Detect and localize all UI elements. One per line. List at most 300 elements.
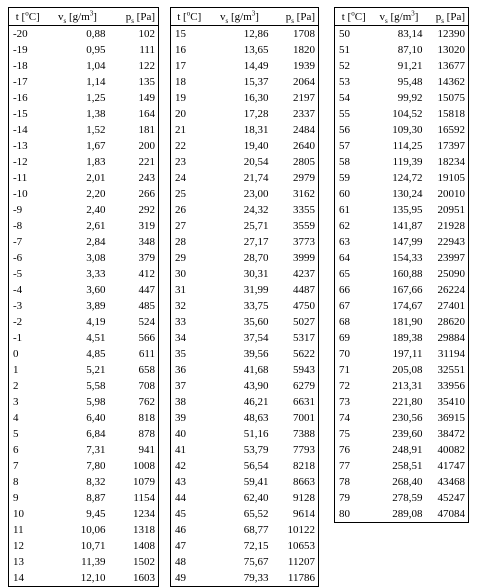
vapor-density-cell: 167,66	[392, 284, 423, 296]
temperature-cell: 62	[339, 220, 350, 232]
table-row	[9, 266, 159, 282]
vapor-density-cell: 3,60	[86, 284, 106, 296]
table-row	[9, 26, 159, 43]
table-row	[171, 346, 319, 362]
temperature-cell: 19	[175, 92, 186, 104]
temperature-cell: 21	[175, 124, 186, 136]
temperature-cell: 11	[13, 524, 24, 536]
pressure-cell: 319	[109, 218, 159, 234]
pressure-cell: 266	[109, 186, 159, 202]
temperature-cell: 49	[175, 572, 186, 584]
vapor-density-cell: 18,31	[243, 124, 269, 136]
temperature-cell: 51	[339, 44, 350, 56]
pressure-cell: 15818	[426, 106, 469, 122]
table-row	[171, 122, 319, 138]
vapor-density-cell: 289,08	[392, 508, 423, 520]
pressure-cell: 243	[109, 170, 159, 186]
temperature-cell: 12	[13, 540, 24, 552]
temperature-cell: 6	[13, 444, 19, 456]
table-row	[171, 186, 319, 202]
table-row	[335, 74, 469, 90]
pressure-cell: 447	[109, 282, 159, 298]
table-row	[9, 442, 159, 458]
pressure-cell: 32551	[426, 362, 469, 378]
table-row	[9, 282, 159, 298]
table-row	[335, 122, 469, 138]
pressure-cell: 1939	[272, 58, 319, 74]
vapor-density-cell: 221,80	[392, 396, 423, 408]
vapor-density-cell: 109,30	[392, 124, 423, 136]
table-row	[335, 170, 469, 186]
table-row	[335, 330, 469, 346]
pressure-cell: 28620	[426, 314, 469, 330]
vapor-density-cell: 189,38	[392, 332, 423, 344]
vapor-density-cell: 20,54	[243, 156, 269, 168]
temperature-cell: 47	[175, 540, 186, 552]
header-row	[9, 8, 159, 26]
table-row	[9, 394, 159, 410]
table-row	[9, 122, 159, 138]
temperature-cell: 24	[175, 172, 186, 184]
temperature-cell: 33	[175, 316, 186, 328]
pressure-cell: 6279	[272, 378, 319, 394]
pressure-cell: 200	[109, 138, 159, 154]
pressure-cell: 149	[109, 90, 159, 106]
pressure-cell: 21928	[426, 218, 469, 234]
table-row	[335, 282, 469, 298]
vapor-density-cell: 10,71	[80, 540, 106, 552]
table-row	[335, 442, 469, 458]
temperature-cell: 5	[13, 428, 19, 440]
table-row	[335, 138, 469, 154]
pressure-cell: 45247	[426, 490, 469, 506]
vapor-density-cell: 5,21	[86, 364, 106, 376]
header-vapor-density: $v_s$ $[g/m^3]$	[47, 8, 109, 26]
table-row	[171, 490, 319, 506]
table-row	[9, 170, 159, 186]
pressure-cell: 1234	[109, 506, 159, 522]
vapor-density-cell: 1,67	[86, 140, 106, 152]
vapor-density-cell: 21,74	[243, 172, 269, 184]
temperature-cell: 79	[339, 492, 350, 504]
pressure-cell: 31194	[426, 346, 469, 362]
table-row	[335, 234, 469, 250]
pressure-cell: 122	[109, 58, 159, 74]
temperature-cell: -14	[13, 124, 28, 136]
vapor-density-cell: 8,32	[86, 476, 106, 488]
temperature-cell: -1	[13, 332, 23, 344]
table-row	[171, 106, 319, 122]
table-row	[171, 234, 319, 250]
pressure-cell: 3559	[272, 218, 319, 234]
vapor-density-cell: 0,95	[86, 44, 106, 56]
pressure-cell: 47084	[426, 506, 469, 523]
temperature-cell: 71	[339, 364, 350, 376]
table-row	[171, 298, 319, 314]
vapor-density-cell: 154,33	[392, 252, 423, 264]
table-row	[335, 410, 469, 426]
pressure-cell: 3773	[272, 234, 319, 250]
temperature-cell: 1	[13, 364, 19, 376]
vapor-density-cell: 13,65	[243, 44, 269, 56]
pressure-cell: 11207	[272, 554, 319, 570]
temperature-cell: -8	[13, 220, 23, 232]
table-row	[9, 506, 159, 522]
header-saturation-pressure: $p_s$ [Pa]	[272, 8, 319, 26]
vapor-density-cell: 197,11	[392, 348, 423, 360]
vapor-density-cell: 14,49	[243, 60, 269, 72]
vapor-density-cell: 1,38	[86, 108, 106, 120]
temperature-cell: -18	[13, 60, 28, 72]
vapor-density-cell: 2,84	[86, 236, 106, 248]
pressure-cell: 40082	[426, 442, 469, 458]
temperature-cell: 65	[339, 268, 350, 280]
vapor-density-cell: 72,15	[243, 540, 269, 552]
table-row	[335, 58, 469, 74]
temperature-cell: 29	[175, 252, 186, 264]
table-row	[335, 298, 469, 314]
temperature-cell: 23	[175, 156, 186, 168]
temperature-cell: -2	[13, 316, 23, 328]
pressure-cell: 611	[109, 346, 159, 362]
table-row	[335, 26, 469, 43]
temperature-cell: -6	[13, 252, 23, 264]
table-row	[171, 506, 319, 522]
temperature-cell: 15	[175, 28, 186, 40]
vapor-density-cell: 48,63	[243, 412, 269, 424]
table-row	[171, 394, 319, 410]
temperature-cell: -12	[13, 156, 28, 168]
pressure-cell: 379	[109, 250, 159, 266]
table-block-2	[170, 7, 319, 587]
table-row	[335, 506, 469, 523]
table-row	[171, 410, 319, 426]
temperature-cell: -4	[13, 284, 23, 296]
temperature-cell: -9	[13, 204, 23, 216]
vapor-density-cell: 37,54	[243, 332, 269, 344]
vapor-density-cell: 46,21	[243, 396, 269, 408]
pressure-cell: 708	[109, 378, 159, 394]
table-block-3	[334, 7, 469, 523]
table-row	[171, 170, 319, 186]
temperature-cell: 42	[175, 460, 186, 472]
pressure-cell: 102	[109, 26, 159, 43]
vapor-density-cell: 4,85	[86, 348, 106, 360]
vapor-density-cell: 30,31	[243, 268, 269, 280]
table-body-2	[171, 26, 319, 587]
vapor-density-cell: 28,70	[243, 252, 269, 264]
vapor-density-cell: 41,68	[243, 364, 269, 376]
temperature-cell: 34	[175, 332, 186, 344]
table-row	[335, 154, 469, 170]
table-row	[9, 554, 159, 570]
pressure-cell: 2337	[272, 106, 319, 122]
vapor-density-cell: 8,87	[86, 492, 106, 504]
table-row	[171, 266, 319, 282]
temperature-cell: -5	[13, 268, 23, 280]
vapor-density-cell: 15,37	[243, 76, 269, 88]
temperature-cell: 50	[339, 28, 350, 40]
temperature-cell: 44	[175, 492, 186, 504]
pressure-cell: 818	[109, 410, 159, 426]
vapor-density-cell: 24,32	[243, 204, 269, 216]
pressure-cell: 19105	[426, 170, 469, 186]
table-row	[335, 458, 469, 474]
temperature-cell: 32	[175, 300, 186, 312]
vapor-density-cell: 4,51	[86, 332, 106, 344]
temperature-cell: 74	[339, 412, 350, 424]
pressure-cell: 762	[109, 394, 159, 410]
pressure-cell: 135	[109, 74, 159, 90]
table-row	[9, 458, 159, 474]
vapor-density-cell: 160,88	[392, 268, 423, 280]
vapor-density-cell: 43,90	[243, 380, 269, 392]
table-row	[171, 314, 319, 330]
table-row	[9, 58, 159, 74]
vapor-density-cell: 248,91	[392, 444, 423, 456]
temperature-cell: 13	[13, 556, 24, 568]
table-row	[335, 250, 469, 266]
temperature-cell: 55	[339, 108, 350, 120]
table-row	[9, 522, 159, 538]
table-row	[9, 474, 159, 490]
temperature-cell: 68	[339, 316, 350, 328]
temperature-cell: 40	[175, 428, 186, 440]
temperature-cell: 4	[13, 412, 19, 424]
table-row	[171, 538, 319, 554]
vapor-density-cell: 1,25	[86, 92, 106, 104]
vapor-density-cell: 2,40	[86, 204, 106, 216]
table-row	[335, 346, 469, 362]
table-row	[171, 42, 319, 58]
vapor-density-cell: 230,56	[392, 412, 423, 424]
temperature-cell: 10	[13, 508, 24, 520]
vapor-density-cell: 75,67	[243, 556, 269, 568]
table-row	[9, 570, 159, 587]
pressure-cell: 4487	[272, 282, 319, 298]
vapor-density-cell: 9,45	[86, 508, 106, 520]
table-row	[171, 250, 319, 266]
table-row	[171, 362, 319, 378]
pressure-cell: 9128	[272, 490, 319, 506]
temperature-cell: 22	[175, 140, 186, 152]
table-row	[171, 74, 319, 90]
temperature-cell: 0	[13, 348, 19, 360]
vapor-density-cell: 278,59	[392, 492, 423, 504]
table-row	[335, 426, 469, 442]
header-temperature: t [$^o$C]	[335, 8, 373, 26]
temperature-cell: 70	[339, 348, 350, 360]
data-table-2	[170, 7, 319, 587]
table-row	[171, 90, 319, 106]
pressure-cell: 7388	[272, 426, 319, 442]
pressure-cell: 8218	[272, 458, 319, 474]
header-temperature: t [$^o$C]	[171, 8, 208, 26]
table-row	[9, 186, 159, 202]
table-row	[9, 74, 159, 90]
table-row	[171, 154, 319, 170]
pressure-cell: 38472	[426, 426, 469, 442]
temperature-cell: 38	[175, 396, 186, 408]
header-saturation-pressure: $p_s$ [Pa]	[109, 8, 159, 26]
vapor-density-cell: 7,80	[86, 460, 106, 472]
temperature-cell: 26	[175, 204, 186, 216]
temperature-cell: 14	[13, 572, 24, 584]
temperature-cell: -17	[13, 76, 28, 88]
table-row	[9, 538, 159, 554]
pressure-cell: 6631	[272, 394, 319, 410]
header-saturation-pressure: $p_s$ [Pa]	[426, 8, 469, 26]
temperature-cell: 45	[175, 508, 186, 520]
pressure-cell: 36915	[426, 410, 469, 426]
temperature-cell: 39	[175, 412, 186, 424]
pressure-cell: 1603	[109, 570, 159, 587]
vapor-density-cell: 258,51	[392, 460, 423, 472]
vapor-density-cell: 4,19	[86, 316, 106, 328]
vapor-density-cell: 25,71	[243, 220, 269, 232]
pressure-cell: 292	[109, 202, 159, 218]
data-table-3	[334, 7, 469, 523]
temperature-cell: 27	[175, 220, 186, 232]
vapor-density-cell: 56,54	[243, 460, 269, 472]
table-row	[171, 522, 319, 538]
temperature-cell: 56	[339, 124, 350, 136]
vapor-density-cell: 83,14	[397, 28, 423, 40]
temperature-cell: -20	[13, 28, 28, 40]
pressure-cell: 27401	[426, 298, 469, 314]
header-vapor-density: $v_s$ $[g/m^3]$	[208, 8, 272, 26]
pressure-cell: 16592	[426, 122, 469, 138]
table-row	[9, 218, 159, 234]
pressure-cell: 35410	[426, 394, 469, 410]
pressure-cell: 1708	[272, 26, 319, 43]
vapor-density-cell: 12,86	[243, 28, 269, 40]
temperature-cell: 61	[339, 204, 350, 216]
table-row	[335, 218, 469, 234]
table-row	[171, 570, 319, 587]
temperature-cell: 80	[339, 508, 350, 520]
pressure-cell: 13677	[426, 58, 469, 74]
vapor-density-cell: 205,08	[392, 364, 423, 376]
pressure-cell: 10653	[272, 538, 319, 554]
vapor-density-cell: 239,60	[392, 428, 423, 440]
pressure-cell: 658	[109, 362, 159, 378]
table-row	[335, 266, 469, 282]
table-row	[9, 410, 159, 426]
vapor-density-cell: 1,14	[86, 76, 106, 88]
vapor-density-cell: 19,40	[243, 140, 269, 152]
pressure-cell: 524	[109, 314, 159, 330]
vapor-density-cell: 17,28	[243, 108, 269, 120]
pressure-cell: 2640	[272, 138, 319, 154]
table-row	[9, 106, 159, 122]
pressure-cell: 5943	[272, 362, 319, 378]
table-row	[335, 394, 469, 410]
temperature-cell: 28	[175, 236, 186, 248]
header-row	[171, 8, 319, 26]
vapor-density-cell: 79,33	[243, 572, 269, 584]
vapor-density-cell: 2,61	[86, 220, 106, 232]
vapor-density-cell: 23,00	[243, 188, 269, 200]
table-row	[171, 330, 319, 346]
vapor-density-cell: 35,60	[243, 316, 269, 328]
vapor-density-cell: 181,90	[392, 316, 423, 328]
pressure-cell: 2197	[272, 90, 319, 106]
pressure-cell: 15075	[426, 90, 469, 106]
temperature-cell: 66	[339, 284, 350, 296]
pressure-cell: 5622	[272, 346, 319, 362]
vapor-density-cell: 3,33	[86, 268, 106, 280]
pressure-cell: 1318	[109, 522, 159, 538]
table-row	[9, 138, 159, 154]
pressure-cell: 878	[109, 426, 159, 442]
table-row	[335, 106, 469, 122]
header-temperature: t [$^o$C]	[9, 8, 47, 26]
pressure-cell: 1008	[109, 458, 159, 474]
table-row	[171, 458, 319, 474]
table-body-3	[335, 26, 469, 523]
table-row	[335, 42, 469, 58]
temperature-cell: 30	[175, 268, 186, 280]
temperature-cell: -3	[13, 300, 23, 312]
vapor-density-cell: 59,41	[243, 476, 269, 488]
pressure-cell: 1408	[109, 538, 159, 554]
pressure-cell: 11786	[272, 570, 319, 587]
temperature-cell: 35	[175, 348, 186, 360]
table-row	[171, 58, 319, 74]
table-row	[9, 42, 159, 58]
vapor-density-cell: 99,92	[397, 92, 423, 104]
table-row	[171, 282, 319, 298]
vapor-density-cell: 65,52	[243, 508, 269, 520]
pressure-cell: 181	[109, 122, 159, 138]
temperature-cell: 16	[175, 44, 186, 56]
vapor-density-cell: 130,24	[392, 188, 423, 200]
vapor-density-cell: 27,17	[243, 236, 269, 248]
table-row	[335, 314, 469, 330]
pressure-cell: 485	[109, 298, 159, 314]
temperature-cell: 59	[339, 172, 350, 184]
table-row	[335, 490, 469, 506]
vapor-density-cell: 119,39	[392, 156, 423, 168]
table-row	[9, 490, 159, 506]
pressure-cell: 3162	[272, 186, 319, 202]
table-row	[171, 202, 319, 218]
vapor-density-cell: 62,40	[243, 492, 269, 504]
pressure-cell: 1079	[109, 474, 159, 490]
table-row	[9, 202, 159, 218]
vapor-density-cell: 147,99	[392, 236, 423, 248]
temperature-cell: 76	[339, 444, 350, 456]
vapor-density-cell: 1,83	[86, 156, 106, 168]
temperature-cell: 7	[13, 460, 19, 472]
vapor-density-cell: 5,58	[86, 380, 106, 392]
temperature-cell: 18	[175, 76, 186, 88]
table-row	[9, 234, 159, 250]
table-row	[171, 378, 319, 394]
temperature-cell: 46	[175, 524, 186, 536]
temperature-cell: 72	[339, 380, 350, 392]
vapor-density-cell: 95,48	[397, 76, 423, 88]
table-row	[335, 202, 469, 218]
pressure-cell: 164	[109, 106, 159, 122]
pressure-cell: 3999	[272, 250, 319, 266]
temperature-cell: 60	[339, 188, 350, 200]
table-row	[171, 474, 319, 490]
temperature-cell: 8	[13, 476, 19, 488]
table-row	[9, 346, 159, 362]
table-row	[171, 442, 319, 458]
